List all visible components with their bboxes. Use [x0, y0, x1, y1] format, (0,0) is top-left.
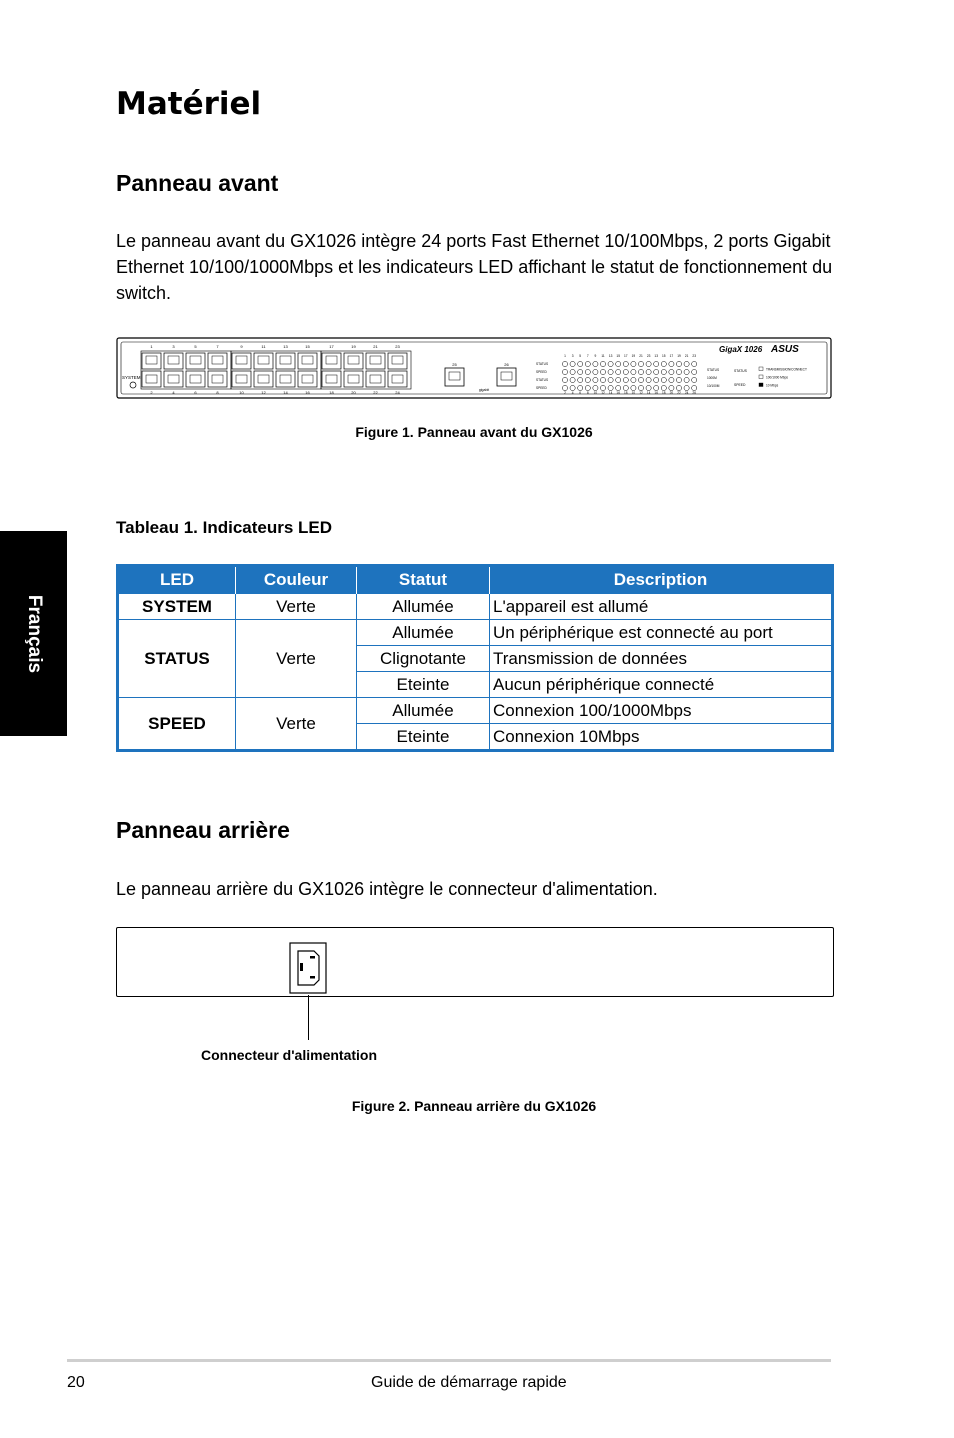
ethernet-port	[276, 353, 295, 369]
port-number: 17	[329, 344, 334, 349]
led-number: 22	[677, 391, 681, 395]
rear-panel-figure	[116, 927, 834, 997]
port-number: 5	[194, 344, 197, 349]
port-number: 3	[172, 344, 175, 349]
rear-panel-heading: Panneau arrière	[116, 817, 290, 843]
led-status: Eteinte	[357, 672, 490, 698]
ethernet-port	[322, 353, 341, 369]
port-number: 25	[452, 362, 457, 367]
port-number: 21	[373, 344, 378, 349]
ethernet-port	[298, 371, 317, 387]
port-number: 18	[329, 390, 334, 395]
port-number: 7	[216, 344, 219, 349]
led-name: SYSTEM	[118, 594, 236, 620]
port-number: 19	[351, 344, 356, 349]
led-legend-label: STATUS	[707, 368, 720, 372]
ethernet-port	[142, 371, 161, 387]
led-number: 12	[639, 391, 643, 395]
legend-swatch	[759, 375, 763, 379]
led-number: 23	[692, 354, 696, 358]
ethernet-port	[344, 353, 363, 369]
rear-panel-paragraph: Le panneau arrière du GX1026 intègre le connecteur d'alimentation.	[116, 879, 658, 899]
led-number: 14	[646, 391, 651, 395]
port-number: 12	[261, 390, 266, 395]
led-status: Allumée	[357, 620, 490, 646]
table-row	[118, 698, 833, 724]
gigabit-label: gigabit	[478, 388, 490, 392]
port-number: 1	[150, 344, 153, 349]
right-led-label: STATUS	[734, 369, 747, 373]
led-name: SPEED	[118, 698, 236, 751]
table-row	[118, 620, 833, 646]
page-number: 20	[67, 1374, 85, 1391]
port-number: 10	[239, 390, 244, 395]
led-number: 10	[593, 391, 598, 395]
led-number: 10	[631, 391, 636, 395]
led-description: Connexion 100/1000Mbps	[490, 698, 833, 724]
front-panel-figure	[116, 337, 832, 399]
ethernet-port	[254, 353, 273, 369]
ethernet-port	[208, 371, 227, 387]
led-number: 26	[692, 391, 696, 395]
led-status: Eteinte	[357, 724, 490, 751]
led-status: Allumée	[357, 594, 490, 620]
ethernet-port	[276, 371, 295, 387]
gigabit-port	[497, 368, 516, 386]
legend-value: 10 Mbps	[766, 383, 779, 388]
led-status: Allumée	[357, 698, 490, 724]
led-description: Aucun périphérique connecté	[490, 672, 833, 698]
ethernet-port	[232, 353, 251, 369]
header-led: LED	[118, 566, 236, 594]
ethernet-port	[366, 371, 385, 387]
led-row-label: STATUS	[536, 362, 549, 366]
connector-pointer-line	[308, 995, 309, 1040]
led-number: 24	[684, 391, 689, 395]
right-led-label: SPEED	[734, 383, 746, 387]
footer-guide-title: Guide de démarrage rapide	[371, 1374, 567, 1391]
led-description: Connexion 10Mbps	[490, 724, 833, 751]
led-number: 20	[669, 391, 674, 395]
language-side-tab	[0, 531, 67, 736]
ethernet-port	[164, 371, 183, 387]
led-number: 16	[654, 391, 658, 395]
port-number: 6	[194, 390, 197, 395]
power-connector-icon	[289, 942, 327, 994]
led-number: 2	[564, 391, 566, 395]
ethernet-port	[344, 371, 363, 387]
led-color: Verte	[236, 698, 357, 751]
led-number: 9	[594, 354, 597, 358]
led-number: 4	[571, 391, 574, 395]
ethernet-port	[186, 371, 205, 387]
led-number: 15	[616, 354, 620, 358]
ethernet-port	[322, 371, 341, 387]
led-number: 15	[662, 354, 666, 358]
led-number: 19	[677, 354, 681, 358]
port-number: 11	[261, 344, 266, 349]
connector-label: Connecteur d'alimentation	[201, 1047, 378, 1063]
led-number: 18	[662, 391, 666, 395]
led-row-label: SPEED	[536, 386, 547, 390]
header-description: Description	[490, 566, 833, 594]
ethernet-port	[208, 353, 227, 369]
port-number: 24	[395, 390, 400, 395]
table-row	[118, 594, 833, 620]
led-number: 12	[601, 391, 605, 395]
ethernet-port	[366, 353, 385, 369]
led-number: 6	[579, 391, 582, 395]
asus-logo: ASUS	[771, 344, 799, 355]
led-number: 14	[608, 391, 613, 395]
led-number: 18	[624, 391, 628, 395]
led-description: L'appareil est allumé	[490, 594, 833, 620]
led-number: 7	[586, 354, 589, 358]
figure1-caption: Figure 1. Panneau avant du GX1026	[355, 424, 593, 440]
port-number: 15	[305, 344, 310, 349]
led-legend-label: 10/100M	[707, 384, 720, 388]
led-number: 17	[669, 354, 674, 358]
system-led-label: SYSTEM	[122, 375, 141, 380]
led-legend-label: 1000M	[707, 376, 717, 380]
led-number: 19	[631, 354, 636, 358]
led-row-label: STATUS	[536, 378, 549, 382]
ethernet-port	[388, 371, 407, 387]
port-number: 2	[150, 390, 153, 395]
led-number: 17	[624, 354, 628, 358]
gigax-logo: GigaX 1026	[719, 345, 763, 354]
port-number: 26	[504, 362, 509, 367]
led-number: 13	[654, 354, 658, 358]
ethernet-port	[142, 353, 161, 369]
header-color: Couleur	[236, 566, 357, 594]
led-row-label: SPEED	[536, 370, 547, 374]
led-description: Un périphérique est connecté au port	[490, 620, 833, 646]
legend-swatch	[759, 383, 763, 387]
port-number: 8	[216, 390, 219, 395]
ethernet-port	[186, 353, 205, 369]
led-color: Verte	[236, 594, 357, 620]
header-status: Statut	[357, 566, 490, 594]
front-panel-heading: Panneau avant	[116, 170, 279, 196]
ethernet-port	[164, 353, 183, 369]
figure2-caption: Figure 2. Panneau arrière du GX1026	[351, 1098, 597, 1114]
page-title: Matériel	[116, 86, 262, 122]
led-status: Clignotante	[357, 646, 490, 672]
led-color: Verte	[236, 620, 357, 698]
front-panel-paragraph: Le panneau avant du GX1026 intègre 24 ports Fast Ethernet 10/100Mbps, 2 ports Gigabit Ethernet 10/100/1000Mbps et les indicateurs LED affichant le statut de fonctionnement du switch.	[116, 231, 833, 303]
led-number: 21	[684, 354, 689, 358]
table-title: Tableau 1. Indicateurs LED	[116, 518, 333, 537]
ethernet-port	[254, 371, 273, 387]
port-number: 9	[240, 344, 243, 349]
led-number: 8	[586, 391, 589, 395]
port-number: 20	[351, 390, 356, 395]
led-number: 1	[564, 354, 566, 358]
led-number: 5	[579, 354, 582, 358]
port-number: 4	[172, 390, 175, 395]
port-number: 14	[283, 390, 288, 395]
led-number: 13	[608, 354, 613, 358]
led-number: 3	[571, 354, 574, 358]
led-number: 11	[601, 354, 605, 358]
legend-value: TRANSMISSION/CONNECT	[766, 367, 807, 372]
led-name: STATUS	[118, 620, 236, 698]
gigabit-port	[445, 368, 464, 386]
legend-value: 100/1000 Mbps	[766, 375, 788, 380]
led-number: 16	[616, 391, 620, 395]
port-number: 13	[283, 344, 288, 349]
legend-swatch	[759, 367, 763, 371]
ethernet-port	[388, 353, 407, 369]
led-indicators-table	[116, 564, 834, 752]
language-label: Français	[23, 594, 45, 673]
ethernet-port	[298, 353, 317, 369]
led-number: 21	[639, 354, 643, 358]
port-number: 16	[305, 390, 310, 395]
footer-divider	[67, 1359, 831, 1362]
led-number: 23	[646, 354, 651, 358]
port-number: 22	[373, 390, 378, 395]
port-number: 23	[395, 344, 400, 349]
ethernet-port	[232, 371, 251, 387]
led-description: Transmission de données	[490, 646, 833, 672]
table-header-row	[118, 566, 833, 594]
